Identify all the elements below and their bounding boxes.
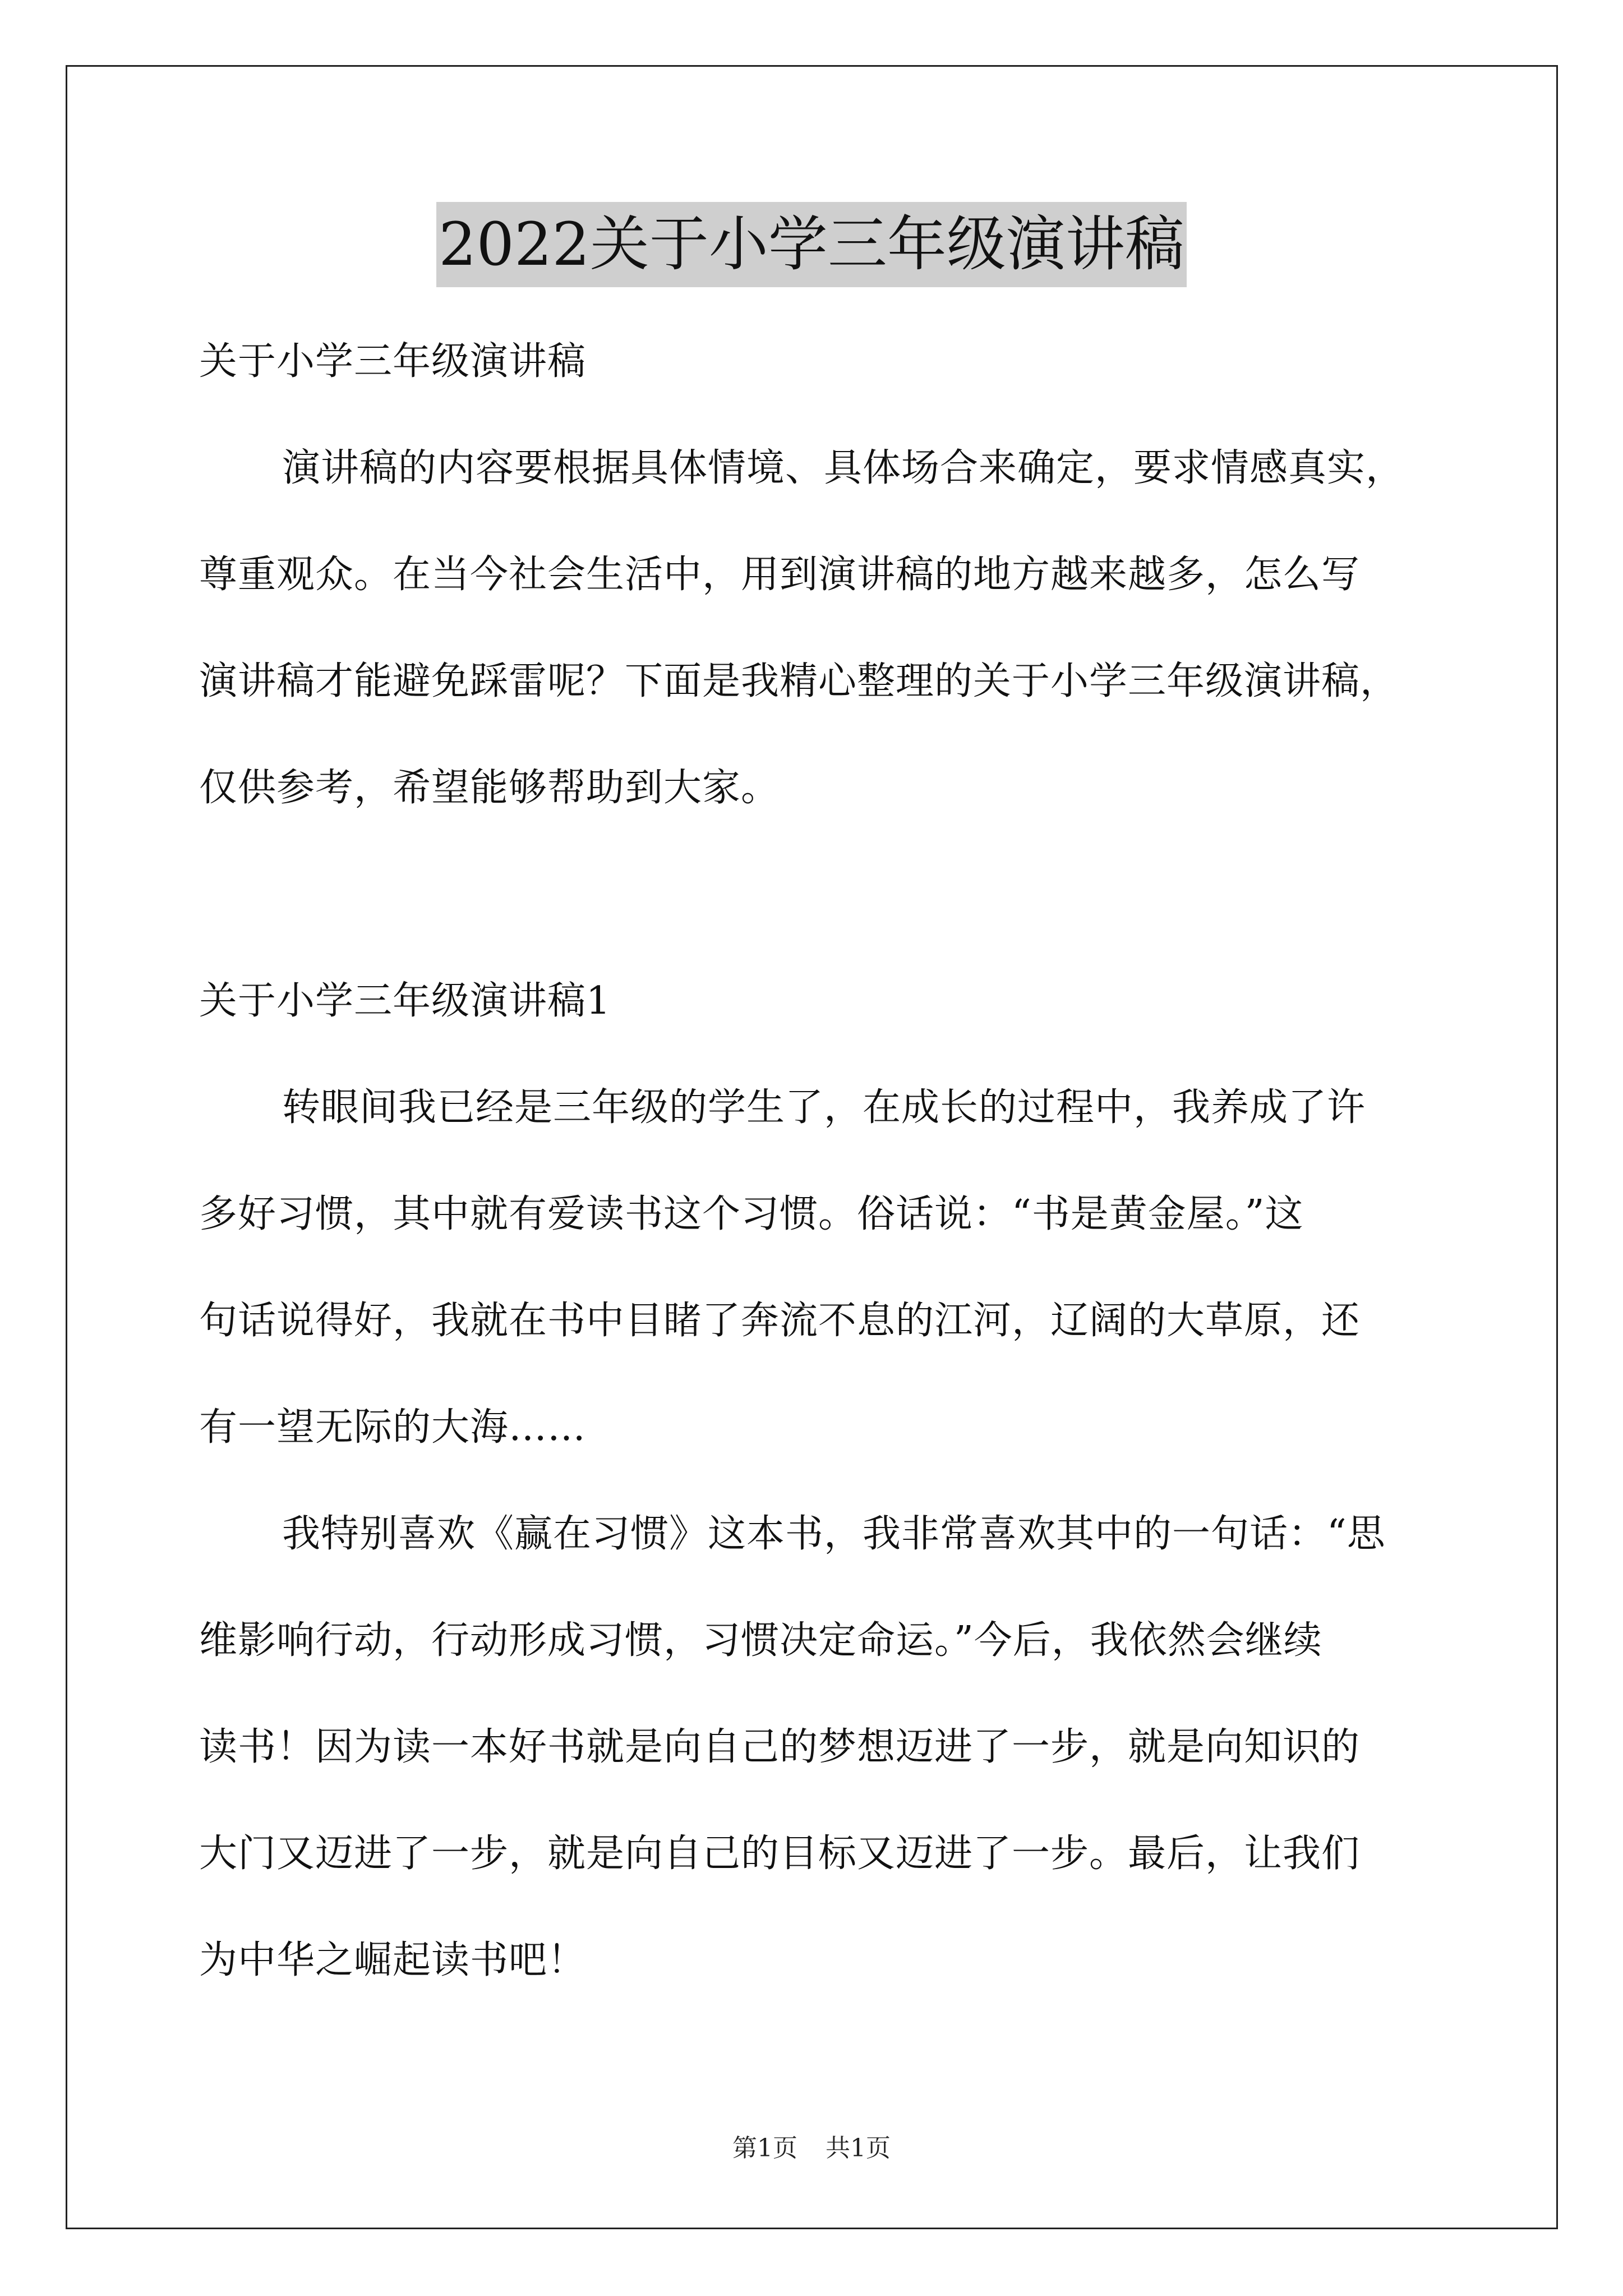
paragraph-line: 我特别喜欢《赢在习惯》这本书，我非常喜欢其中的一句话：“思: [282, 1512, 1386, 1556]
paragraph-line: 仅供参考，希望能够帮助到大家。: [199, 766, 780, 810]
document-body: [199, 309, 1467, 2014]
intro-heading: 关于小学三年级演讲稿: [199, 339, 587, 384]
paragraph-line: 为中华之崛起读书吧！: [199, 1938, 587, 1982]
section-heading: 关于小学三年级演讲稿1: [199, 979, 611, 1023]
section-paragraph-1: [199, 1055, 1467, 1481]
title-container: [0, 202, 1623, 287]
page-footer: [0, 2132, 1623, 2165]
page-number-current: 第1页: [732, 2134, 797, 2162]
paragraph-line: 大门又迈进了一步，就是向自己的目标又迈进了一步。最后，让我们: [199, 1832, 1361, 1876]
paragraph-line: 尊重观众。在当今社会生活中，用到演讲稿的地方越来越多，怎么写: [199, 553, 1361, 597]
paragraph-line: 转眼间我已经是三年级的学生了，在成长的过程中，我养成了许: [282, 1085, 1366, 1130]
paragraph-line: 演讲稿才能避免踩雷呢？下面是我精心整理的关于小学三年级演讲稿，: [199, 659, 1399, 703]
section-paragraph-2: [199, 1481, 1467, 2014]
paragraph-line: 维影响行动，行动形成习惯，习惯决定命运。”今后，我依然会继续: [199, 1618, 1322, 1663]
blank-line: [199, 841, 1467, 948]
page-number-total: 共1页: [826, 2134, 891, 2162]
document-title: 2022关于小学三年级演讲稿: [436, 202, 1187, 287]
paragraph-line: 句话说得好，我就在书中目睹了奔流不息的江河，辽阔的大草原，还: [199, 1299, 1361, 1343]
intro-paragraph: [199, 415, 1467, 841]
paragraph-line: 读书！因为读一本好书就是向自己的梦想迈进了一步，就是向知识的: [199, 1725, 1361, 1769]
paragraph-line: 演讲稿的内容要根据具体情境、具体场合来确定，要求情感真实，: [282, 446, 1405, 490]
paragraph-line: 多好习惯，其中就有爱读书这个习惯。俗话说：“书是黄金屋。”这: [199, 1192, 1304, 1236]
paragraph-line: 有一望无际的大海……: [199, 1405, 587, 1450]
